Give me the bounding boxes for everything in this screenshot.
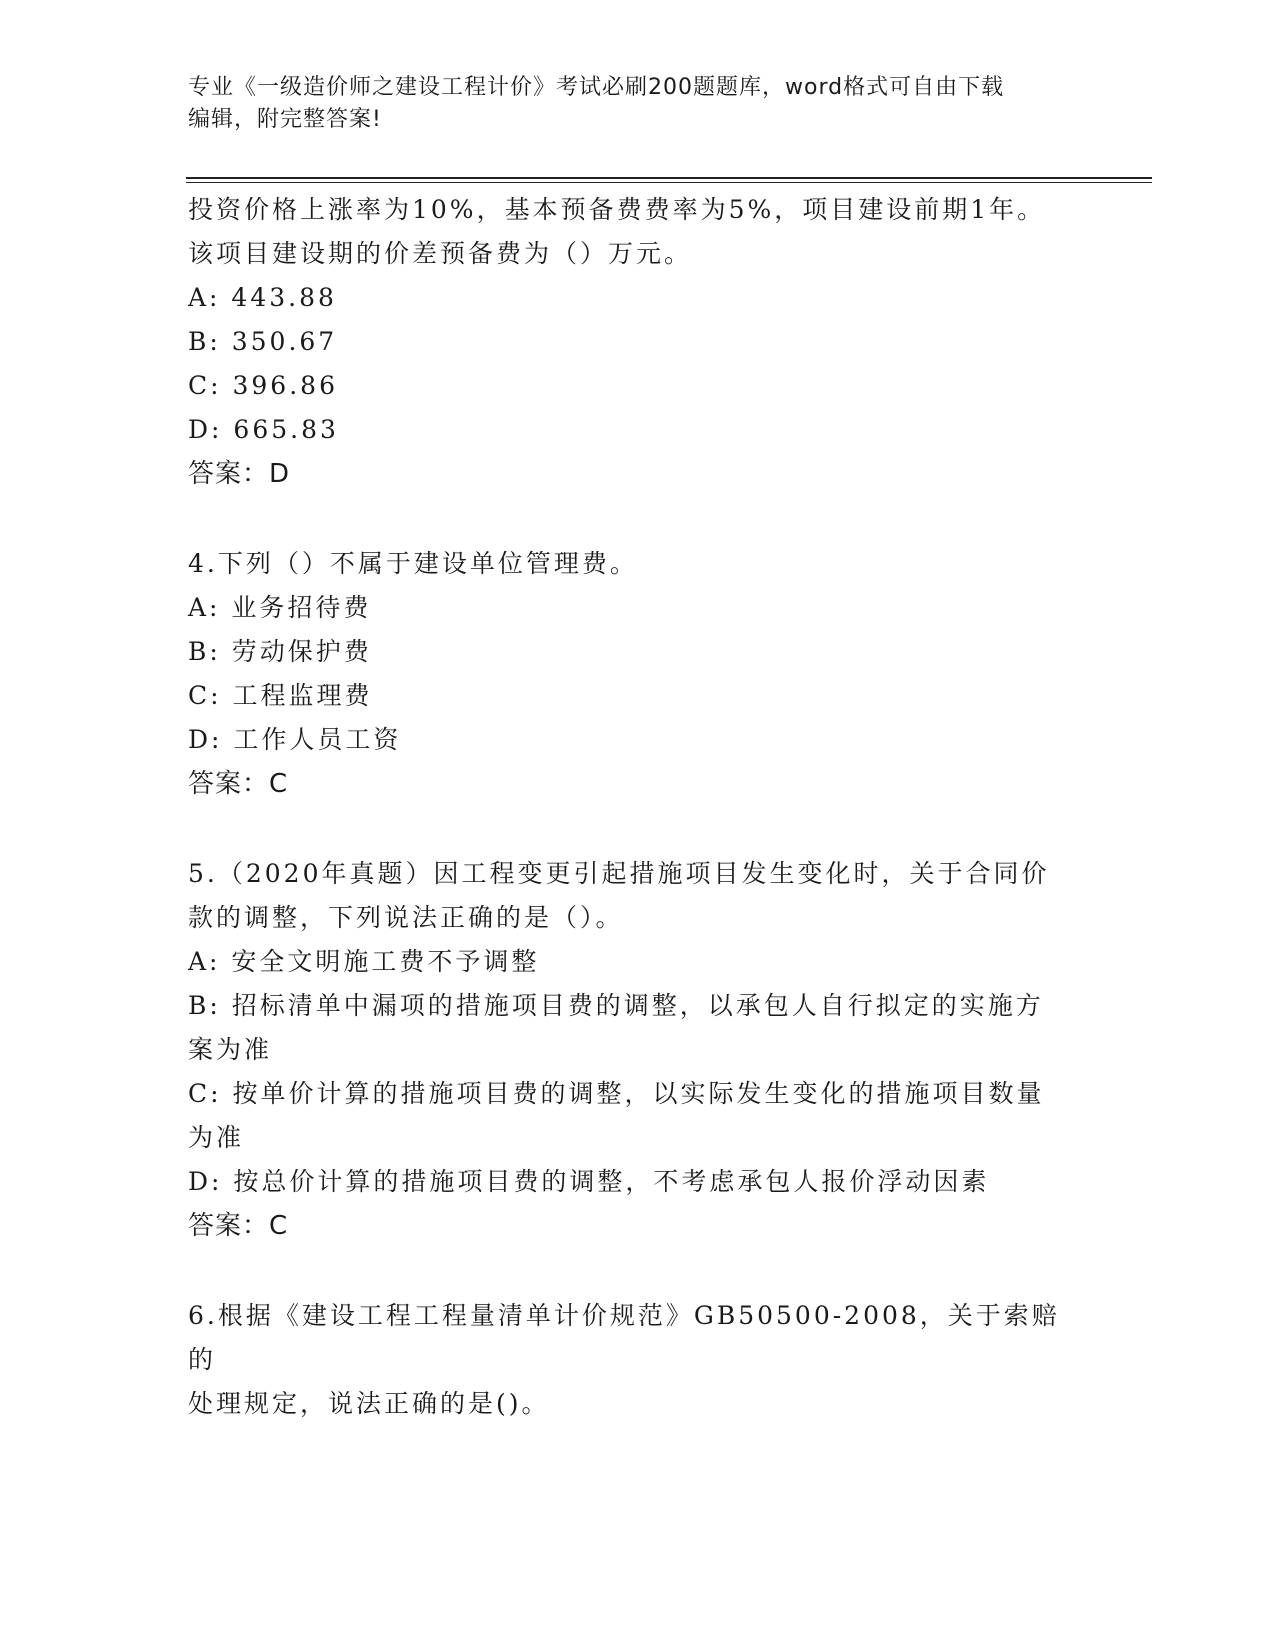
question-text: 6.根据《建设工程工程量清单计价规范》GB50500-2008，关于索赔的 <box>188 1301 1060 1374</box>
question-5 <box>188 852 1078 1248</box>
option-a: A: 业务招待费 <box>188 593 372 622</box>
header-divider-thin <box>186 182 1152 183</box>
question-text: 4.下列（）不属于建设单位管理费。 <box>188 549 638 578</box>
option-b: B: 350.67 <box>188 327 338 356</box>
question-4 <box>188 542 1078 806</box>
spacer <box>188 806 1078 852</box>
option-a: A: 安全文明施工费不予调整 <box>188 947 540 976</box>
question-6 <box>188 1294 1078 1426</box>
answer: 答案：D <box>188 459 291 489</box>
question-text: 5.（2020年真题）因工程变更引起措施项目发生变化时，关于合同价 <box>188 859 1050 888</box>
question-text: 款的调整，下列说法正确的是（）。 <box>188 903 624 932</box>
header-title-line2: 编辑，附完整答案! <box>188 107 382 132</box>
option-d: D: 665.83 <box>188 415 339 444</box>
answer: 答案：C <box>188 769 289 799</box>
header-divider-thick <box>186 177 1152 179</box>
option-c: C: 按单价计算的措施项目费的调整，以实际发生变化的措施项目数量 <box>188 1079 1045 1108</box>
option-b: B: 劳动保护费 <box>188 637 372 666</box>
option-b-continued: 案为准 <box>188 1035 273 1064</box>
question-text: 投资价格上涨率为10%，基本预备费费率为5%，项目建设前期1年。 <box>188 195 1046 224</box>
document-header <box>188 72 1068 136</box>
spacer <box>188 496 1078 542</box>
question-text: 处理规定，说法正确的是()。 <box>188 1389 550 1418</box>
question-3 <box>188 188 1078 496</box>
header-title-line1: 专业《一级造价师之建设工程计价》考试必刷200题题库，word格式可自由下载 <box>188 75 1005 100</box>
option-c: C: 396.86 <box>188 371 338 400</box>
option-b: B: 招标清单中漏项的措施项目费的调整，以承包人自行拟定的实施方 <box>188 991 1044 1020</box>
option-c-continued: 为准 <box>188 1123 245 1152</box>
spacer <box>188 1248 1078 1294</box>
option-d: D: 工作人员工资 <box>188 725 402 754</box>
option-c: C: 工程监理费 <box>188 681 373 710</box>
question-text: 该项目建设期的价差预备费为（）万元。 <box>188 239 693 268</box>
question-list <box>188 188 1078 1426</box>
answer: 答案：C <box>188 1211 289 1241</box>
option-a: A: 443.88 <box>188 283 337 312</box>
option-d: D: 按总价计算的措施项目费的调整，不考虑承包人报价浮动因素 <box>188 1167 990 1196</box>
